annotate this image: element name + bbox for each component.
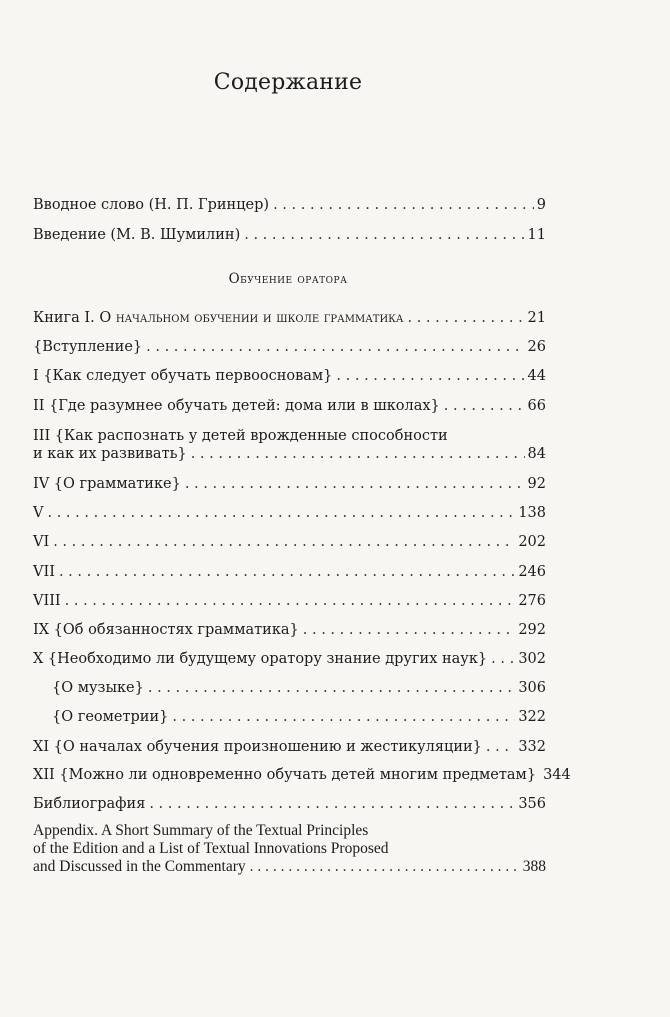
dot-leader <box>244 226 524 244</box>
toc-entry-label: XII {Можно ли одновременно обучать детей многим предметам} <box>33 767 537 783</box>
dot-leader <box>444 397 525 415</box>
toc-entry-label: Библиография <box>33 796 146 812</box>
toc-page-number: 202 <box>518 534 546 550</box>
toc-sub-entry[interactable] <box>52 708 546 726</box>
toc-entry[interactable] <box>33 367 546 385</box>
dot-leader <box>486 738 515 756</box>
dot-leader <box>250 858 520 876</box>
page-title: Содержание <box>213 70 363 95</box>
toc-entry-last-line <box>33 445 546 463</box>
toc-entry-label: IV {О грамматике} <box>33 476 181 492</box>
section-heading: Обучение оратора <box>228 271 348 287</box>
toc-entry[interactable] <box>33 621 546 639</box>
toc-entry-label <box>33 309 404 327</box>
toc-entry-label: и как их развивать} <box>33 446 187 462</box>
toc-entry-appendix[interactable] <box>33 822 546 876</box>
dot-leader <box>172 708 515 726</box>
toc-entry[interactable] <box>33 563 546 581</box>
toc-entry[interactable] <box>33 650 546 668</box>
toc-entry-label: V <box>33 505 44 521</box>
toc-entry-label: II {Где разумнее обучать детей: дома или в школах} <box>33 398 440 414</box>
dot-leader <box>191 445 525 463</box>
toc-entry-label: VIII <box>33 593 61 609</box>
toc-entry-introduction[interactable] <box>33 226 546 244</box>
dot-leader <box>47 504 515 522</box>
dot-leader <box>59 563 515 581</box>
toc-entry-label: VII <box>33 564 55 580</box>
toc-page-number: 246 <box>518 564 546 580</box>
toc-entry-bibliography[interactable] <box>33 795 546 813</box>
book-title: О начальном обучении и школе грамматика <box>99 310 404 326</box>
toc-page-number: 66 <box>527 398 546 414</box>
toc-page-number: 9 <box>536 197 546 213</box>
toc-entry-label: VI <box>33 534 50 550</box>
toc-sub-entry[interactable] <box>52 679 546 697</box>
toc-entry-label: Введение (М. В. Шумилин) <box>33 227 241 243</box>
dot-leader <box>185 475 525 493</box>
dot-leader <box>148 679 515 697</box>
toc-page-number: 302 <box>518 651 546 667</box>
dot-leader <box>408 309 525 327</box>
toc-entry-label: III {Как распознать у детей врожденные способности <box>33 428 448 444</box>
toc-entry-book-1[interactable] <box>33 309 546 327</box>
toc-page-number: 84 <box>527 446 546 462</box>
dot-leader <box>149 795 515 813</box>
toc-page-number: 92 <box>527 476 546 492</box>
toc-page-number: 344 <box>543 767 571 783</box>
toc-entry-label: {Вступление} <box>33 339 143 355</box>
book-prefix: Книга I. <box>33 310 100 326</box>
toc-entry[interactable] <box>33 738 546 756</box>
dot-leader <box>146 338 524 356</box>
dot-leader <box>303 621 516 639</box>
toc-entry[interactable] <box>33 504 546 522</box>
toc-page-number: 332 <box>518 739 546 755</box>
toc-entry-label: I {Как следует обучать первоосновам} <box>33 368 333 384</box>
toc-entry-label: {О музыке} <box>52 680 144 696</box>
toc-entry[interactable] <box>33 592 546 610</box>
toc-page-number: 306 <box>518 680 546 696</box>
toc-entry[interactable] <box>33 397 546 415</box>
toc-page-number: 11 <box>527 227 546 243</box>
toc-page-number: 21 <box>527 310 546 326</box>
dot-leader <box>491 650 515 668</box>
toc-entry-label: {О геометрии} <box>52 709 169 725</box>
dot-leader <box>336 367 524 385</box>
toc-entry-label: Appendix. A Short Summary of the Textual Principles <box>33 822 369 839</box>
toc-entry-label: IX {Об обязанностях грамматика} <box>33 622 299 638</box>
toc-entry-label: and Discussed in the Commentary <box>33 858 246 875</box>
toc-page-number: 138 <box>518 505 546 521</box>
toc-entry[interactable] <box>33 338 546 356</box>
toc-page-number: 292 <box>518 622 546 638</box>
toc-entry-last-line <box>33 858 546 876</box>
toc-entry[interactable] <box>33 475 546 493</box>
dot-leader <box>273 196 534 214</box>
toc-page-number: 276 <box>518 593 546 609</box>
dot-leader <box>53 533 515 551</box>
toc-entry-label: Вводное слово (Н. П. Гринцер) <box>33 197 270 213</box>
toc-entry-label: X {Необходимо ли будущему оратору знание других наук} <box>33 651 488 667</box>
toc-entry-label: XI {О началах обучения произношению и жестикуляции} <box>33 739 482 755</box>
toc-page-number: 322 <box>518 709 546 725</box>
dot-leader <box>65 592 516 610</box>
toc-entry-multiline[interactable] <box>33 427 546 463</box>
toc-entry[interactable] <box>33 766 571 784</box>
toc-page-number: 44 <box>527 368 546 384</box>
toc-entry-preface[interactable] <box>33 196 546 214</box>
toc-entry-label: of the Edition and a List of Textual Innovations Proposed <box>33 840 389 857</box>
toc-page-number: 356 <box>518 796 546 812</box>
toc-page-number: 388 <box>522 858 546 875</box>
toc-page-number: 26 <box>527 339 546 355</box>
toc-entry[interactable] <box>33 533 546 551</box>
